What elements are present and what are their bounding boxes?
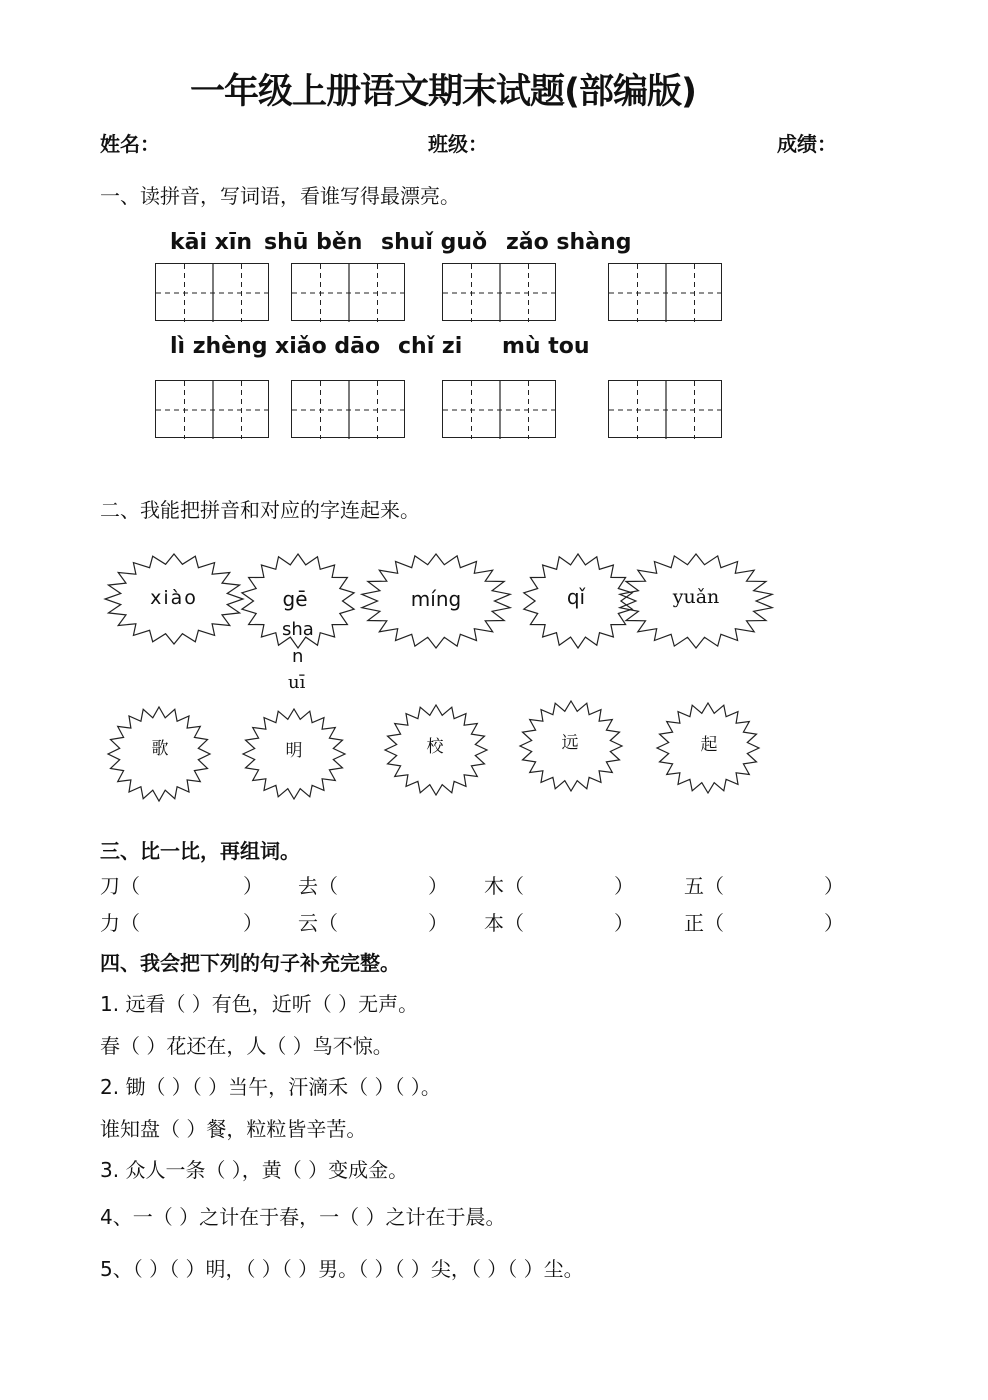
char-burst-yuan[interactable] — [519, 700, 623, 792]
section2-heading: 二、我能把拼音和对应的字连起来。 — [100, 498, 420, 522]
pinyin-chizi: chǐ zi — [398, 334, 463, 359]
pinyin-burst-ming[interactable] — [360, 553, 512, 649]
compare-char: 力（ — [100, 911, 140, 935]
compare-close: ） — [243, 911, 263, 935]
writing-grid[interactable] — [291, 380, 405, 438]
pinyin-kaixin: kāi xīn — [170, 230, 253, 255]
burst-label: 明 — [285, 741, 303, 761]
burst-label: xiào — [150, 587, 198, 609]
char-burst-ge[interactable] — [107, 706, 211, 802]
compare-char: 去（ — [298, 874, 338, 898]
compare-close: ） — [614, 874, 634, 898]
burst-label: 起 — [700, 735, 718, 755]
overflow-text: sha — [282, 619, 314, 640]
compare-close: ） — [824, 874, 844, 898]
burst-label: míng — [410, 587, 462, 611]
writing-grid[interactable] — [155, 380, 269, 438]
sentence-line: 5、（ ）（ ）明，（ ）（ ）男。（ ）（ ）尖，（ ）（ ）尘。 — [100, 1257, 584, 1281]
overflow-text: n — [292, 646, 304, 667]
pinyin-mutou: mù tou — [502, 334, 590, 359]
writing-grid[interactable] — [442, 263, 556, 321]
sentence-line: 1. 远看（ ）有色，近听（ ）无声。 — [100, 992, 419, 1016]
writing-grid[interactable] — [608, 263, 722, 321]
compare-close: ） — [824, 911, 844, 935]
compare-char: 木（ — [484, 874, 524, 898]
char-burst-xiao[interactable] — [384, 704, 488, 796]
pinyin-shuiguo: shuǐ guǒ — [381, 230, 488, 255]
sentence-line: 2. 锄（ ）（ ）当午，汗滴禾（ ）（ ）。 — [100, 1075, 441, 1099]
burst-label: 歌 — [151, 739, 169, 759]
pinyin-burst-yuan[interactable] — [618, 553, 774, 649]
section3-heading: 三、比一比，再组词。 — [100, 839, 300, 863]
sentence-line: 4、一（ ）之计在于春，一（ ）之计在于晨。 — [100, 1205, 506, 1229]
sentence-line: 3. 众人一条（ ），黄（ ）变成金。 — [100, 1158, 409, 1182]
writing-grid[interactable] — [291, 263, 405, 321]
char-burst-qi[interactable] — [656, 702, 760, 794]
compare-close: ） — [243, 874, 263, 898]
pinyin-shuben: shū běn — [264, 230, 363, 255]
writing-grid[interactable] — [155, 263, 269, 321]
pinyin-zaoshang: zǎo shàng — [506, 230, 632, 255]
compare-char: 本（ — [484, 911, 524, 935]
name-label: 姓名： — [100, 132, 160, 156]
compare-char: 云（ — [298, 911, 338, 935]
compare-close: ） — [614, 911, 634, 935]
compare-char: 正（ — [684, 911, 724, 935]
writing-grid[interactable] — [608, 380, 722, 438]
page-title: 一年级上册语文期末试题(部编版) — [190, 72, 696, 112]
section4-heading: 四、我会把下列的句子补充完整。 — [100, 951, 400, 975]
char-burst-ming[interactable] — [242, 708, 346, 800]
compare-close: ） — [428, 911, 448, 935]
compare-close: ） — [428, 874, 448, 898]
sentence-line: 春（ ）花还在，人（ ）鸟不惊。 — [100, 1034, 393, 1058]
burst-label: qǐ — [566, 585, 586, 609]
burst-label: 校 — [426, 737, 444, 757]
section1-heading: 一、读拼音，写词语，看谁写得最漂亮。 — [100, 184, 460, 208]
score-label: 成绩： — [777, 132, 837, 156]
burst-label: gē — [282, 587, 308, 611]
class-label: 班级： — [428, 132, 488, 156]
pinyin-lizheng: lì zhèng — [170, 334, 268, 359]
burst-label: yuǎn — [672, 586, 720, 608]
pinyin-xiaodao: xiǎo dāo — [275, 334, 381, 359]
pinyin-burst-xiao[interactable] — [104, 553, 244, 645]
compare-char: 五（ — [684, 874, 724, 898]
overflow-text: uī — [288, 672, 306, 693]
sentence-line: 谁知盘（ ）餐，粒粒皆辛苦。 — [100, 1117, 367, 1141]
compare-char: 刀（ — [100, 874, 140, 898]
burst-label: 远 — [561, 733, 579, 753]
writing-grid[interactable] — [442, 380, 556, 438]
